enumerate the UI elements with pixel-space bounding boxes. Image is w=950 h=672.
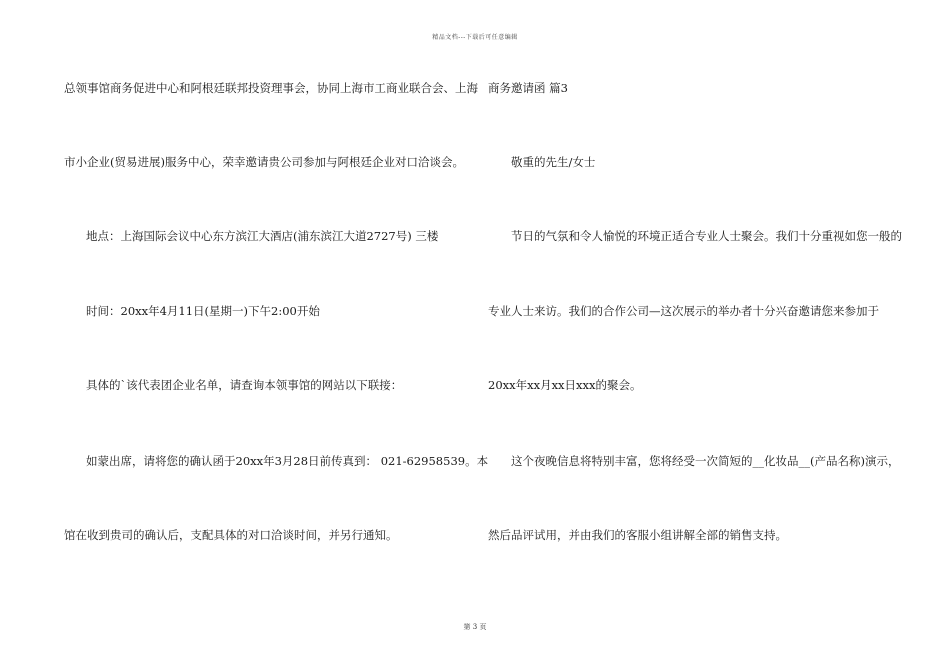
page-number: 第 3 页 [463,623,487,631]
salutation: 敬重的先生/女士 [511,155,596,169]
paragraph-line: 具体的`该代表团企业名单，请查询本领事馆的网站以下联接： [86,378,403,392]
paragraph-line: 专业人士来访。我们的合作公司—这次展示的举办者十分兴奋邀请您来参加于 [488,304,879,318]
paragraph-line: 时间：20xx年4月11日(星期一)下午2:00开始 [86,304,320,318]
paragraph-line: 市小企业(贸易进展)服务中心，荣幸邀请贵公司参加与阿根廷企业对口洽谈会。 [64,155,464,169]
paragraph-line: 节日的气氛和令人愉悦的环境正适合专业人士聚会。我们十分重视如您一般的 [511,229,902,243]
paragraph-line: 如蒙出席，请将您的确认函于20xx年3月28日前传真到： 021-62958539。本 [86,454,489,468]
paragraph-line: 地点：上海国际会议中心东方滨江大酒店(浦东滨江大道2727号) 三楼 [86,229,439,243]
paragraph-line: 总领事馆商务促进中心和阿根廷联邦投资理事会，协同上海市工商业联合会、上海 [64,81,478,95]
paragraph-line: 20xx年xx月xx日xxx的聚会。 [488,378,642,392]
paragraph-line: 然后品评试用，并由我们的客服小组讲解全部的销售支持。 [488,528,787,542]
paragraph-line: 这个夜晚信息将特别丰富，您将经受一次简短的__化妆品__(产品名称)演示， [511,454,900,468]
section-title: 商务邀请函 篇3 [488,81,568,95]
page-header: 精品文档---下载后可任意编辑 [432,34,518,41]
paragraph-line: 馆在收到贵司的确认后，支配具体的对口洽谈时间，并另行通知。 [64,528,398,542]
